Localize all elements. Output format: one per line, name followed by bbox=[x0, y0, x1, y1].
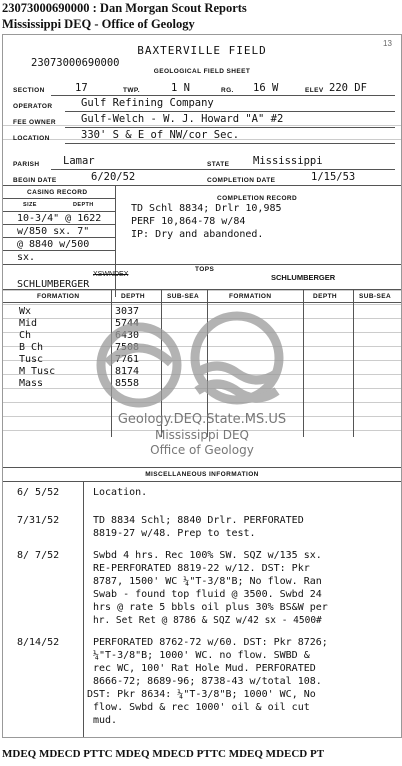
watermark-office: Office of Geology bbox=[150, 443, 254, 457]
section-label: SECTION bbox=[13, 87, 45, 94]
col-formation-left: FORMATION bbox=[37, 293, 80, 300]
col-depth-right: DEPTH bbox=[313, 293, 338, 300]
top-depth: 3037 bbox=[115, 306, 140, 317]
twp-label: TWP. bbox=[123, 87, 141, 94]
top-depth: 8174 bbox=[115, 366, 140, 377]
elev-label: ELEV bbox=[305, 87, 324, 94]
struck-label: XSWNDEX bbox=[93, 271, 129, 278]
twp-value: 1 N bbox=[171, 82, 190, 94]
top-depth: 7508 bbox=[115, 342, 140, 353]
misc-date: 8/14/52 bbox=[17, 637, 60, 648]
top-formation: Ch bbox=[19, 330, 32, 341]
top-depth: 5744 bbox=[115, 318, 140, 329]
sheet-title: GEOLOGICAL FIELD SHEET bbox=[153, 68, 251, 75]
parish-value: Lamar bbox=[63, 155, 95, 167]
top-formation: Tusc bbox=[19, 354, 44, 365]
corner-mark: 13 bbox=[383, 39, 392, 48]
elev-value: 220 DF bbox=[329, 82, 367, 94]
completion-date-value: 1/15/53 bbox=[311, 171, 356, 183]
field-name: BAXTERVILLE FIELD bbox=[137, 44, 267, 57]
misc-entry-line: hr. Set Ret @ 8786 & SQZ w/42 sx - 4500# bbox=[93, 615, 322, 626]
watermark-agency: Mississippi DEQ bbox=[154, 428, 249, 442]
schlumberger-right: SCHLUMBERGER bbox=[271, 273, 336, 282]
misc-entry-line: Swbd 4 hrs. Rec 100% SW. SQZ w/135 sx. bbox=[93, 550, 322, 561]
misc-date: 8/ 7/52 bbox=[17, 550, 60, 561]
misc-entry-line: 8819-27 w/48. Prep to test. bbox=[93, 528, 256, 539]
casing-line: 10-3/4" @ 1622 bbox=[17, 213, 102, 224]
location-label: LOCATION bbox=[13, 135, 50, 142]
completion-line: PERF 10,864-78 w/84 bbox=[131, 216, 246, 227]
completion-date-label: COMPLETION DATE bbox=[207, 177, 276, 184]
misc-date: 6/ 5/52 bbox=[17, 487, 60, 498]
operator-label: OPERATOR bbox=[13, 103, 53, 110]
misc-entry-line: Swab - found top fluid @ 3500. Swbd 24 bbox=[93, 589, 322, 600]
api-number: 23073000690000 bbox=[31, 57, 120, 69]
parish-label: PARISH bbox=[13, 161, 40, 168]
misc-entry-line: Location. bbox=[93, 487, 148, 498]
misc-entry-line: hrs @ rate 5 bbls oil plus 30% BS&W per bbox=[93, 602, 328, 613]
operator-value: Gulf Refining Company bbox=[81, 97, 214, 109]
casing-record-title: CASING RECORD bbox=[27, 189, 88, 196]
tops-title: TOPS bbox=[195, 266, 215, 273]
misc-entry-line: PERFORATED 8762-72 w/60. DST: Pkr 8726; bbox=[93, 637, 328, 648]
misc-title: MISCELLANEOUS INFORMATION bbox=[145, 471, 259, 478]
col-subsea-left: SUB-SEA bbox=[167, 293, 200, 300]
col-subsea-right: SUB-SEA bbox=[359, 293, 392, 300]
top-formation: Wx bbox=[19, 306, 32, 317]
casing-line: w/850 sx. 7" bbox=[17, 226, 90, 237]
misc-entry-line: TD 8834 Schl; 8840 Drlr. PERFORATED bbox=[93, 515, 304, 526]
casing-depth-header: DEPTH bbox=[73, 202, 94, 208]
rg-value: 16 W bbox=[253, 82, 279, 94]
rg-label: RG. bbox=[221, 87, 234, 94]
misc-entry-line: rec WC, 100' Rat Hole Mud. PERFORATED bbox=[93, 663, 316, 674]
misc-entry-line: RE-PERFORATED 8819-22 w/12. DST: Pkr bbox=[93, 563, 310, 574]
col-depth-left: DEPTH bbox=[121, 293, 146, 300]
misc-entry-line: DST: Pkr 8634: ¼"T-3/8"B; 1000' WC, No bbox=[87, 689, 316, 700]
field-sheet-card bbox=[2, 34, 402, 738]
top-depth: 6430 bbox=[115, 330, 140, 341]
casing-line: @ 8840 w/500 bbox=[17, 239, 90, 250]
col-formation-right: FORMATION bbox=[229, 293, 272, 300]
fee-owner-label: FEE OWNER bbox=[13, 119, 56, 126]
footer-watermark-strip: MDEQ MDECD PTTC MDEQ MDECD PTTC MDEQ MDECD PT bbox=[2, 748, 325, 760]
section-value: 17 bbox=[75, 82, 88, 94]
document-header-title: 23073000690000 : Dan Morgan Scout Reports bbox=[2, 1, 247, 15]
top-formation: B Ch bbox=[19, 342, 44, 353]
misc-entry-line: 8787, 1500' WC ¼"T-3/8"B; No flow. Ran bbox=[93, 576, 322, 587]
state-value: Mississippi bbox=[253, 155, 323, 167]
begin-date-value: 6/20/52 bbox=[91, 171, 136, 183]
location-value: 330' S & E of NW/cor Sec. bbox=[81, 129, 240, 141]
completion-line: IP: Dry and abandoned. bbox=[131, 229, 264, 240]
schlumberger-left: SCHLUMBERGER bbox=[17, 279, 90, 290]
fee-owner-value: Gulf-Welch - W. J. Howard "A" #2 bbox=[81, 113, 284, 125]
misc-entry-line: 8666-72; 8689-96; 8738-43 w/total 108. bbox=[93, 676, 322, 687]
misc-entry-line: ¼"T-3/8"B; 1000' WC. no flow. SWBD & bbox=[93, 650, 310, 661]
top-depth: 7761 bbox=[115, 354, 140, 365]
casing-line: sx. bbox=[17, 252, 36, 263]
top-formation: Mid bbox=[19, 318, 38, 329]
top-depth: 8558 bbox=[115, 378, 140, 389]
top-formation: Mass bbox=[19, 378, 44, 389]
state-label: STATE bbox=[207, 161, 230, 168]
mdeq-watermark-logo-icon bbox=[87, 303, 317, 423]
completion-record-title: COMPLETION RECORD bbox=[217, 195, 298, 202]
top-formation: M Tusc bbox=[19, 366, 56, 377]
misc-date: 7/31/52 bbox=[17, 515, 60, 526]
completion-line: TD Schl 8834; Drlr 10,985 bbox=[131, 203, 282, 214]
document-header-agency: Mississippi DEQ - Office of Geology bbox=[2, 17, 195, 31]
begin-date-label: BEGIN DATE bbox=[13, 177, 57, 184]
misc-entry-line: mud. bbox=[93, 715, 118, 726]
misc-entry-line: flow. Swbd & rec 1000' oil & oil cut bbox=[93, 702, 310, 713]
casing-size-header: SIZE bbox=[23, 202, 37, 208]
watermark-url: Geology.DEQ.State.MS.US bbox=[117, 412, 287, 427]
